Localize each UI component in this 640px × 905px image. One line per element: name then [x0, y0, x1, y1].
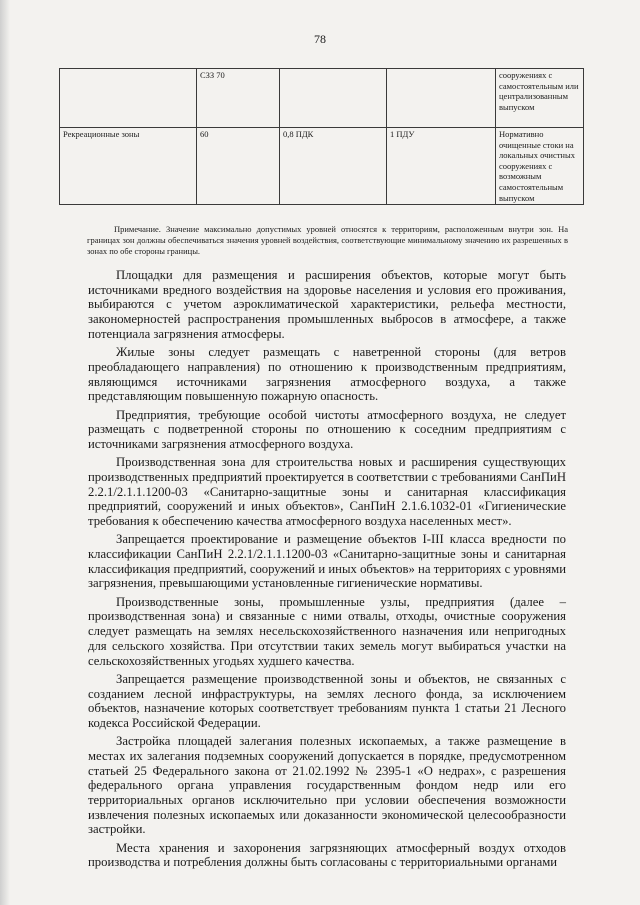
paragraph: Предприятия, требующие особой чистоты атмосферного воздуха, не следует размещать с подветренной стороны по отношению к соседним предприятиям с источниками загрязнения атмосферного воздуха. — [88, 407, 566, 451]
table-note: Примечание. Значение максимально допустимых уровней относятся к территориям, расположенным внутри зон. На границах зон должны обеспечиваться значения уровней воздействия, соответствующие минимальному значению их разрешенных в зонах по обе стороны границы. — [87, 224, 568, 256]
distance-cell: 60 — [197, 128, 280, 205]
paragraph: Жилые зоны следует размещать с наветренной стороны (для ветров преобладающего направления) по отношению к производственным предприятиям, являющимся источниками загрязнения атмосферного воздуха, а также представляющим повышенную пожарную опасность. — [88, 345, 566, 404]
zone-cell: Рекреационные зоны — [60, 128, 197, 205]
paragraph: Запрещается проектирование и размещение объектов I-III класса вредности по классификации СанПиН 2.2.1/2.1.1.1200-03 «Санитарно-защитные зоны и санитарная классификация предприятий, сооружений и иных объектов» на территориях с уровнями загрязнения, превышающими установленные гигиенические нормативы. — [88, 532, 566, 591]
air-cell: 0,8 ПДК — [280, 128, 387, 205]
table-row — [60, 69, 584, 128]
table-row — [60, 128, 584, 205]
paragraph: Запрещается размещение производственной зоны и объектов, не связанных с созданием лесной инфраструктуры, на землях лесного фонда, за исключением объектов, назначение которых соответствует требованиям пункта 1 статьи 21 Лесного кодекса Российской Федерации. — [88, 671, 566, 730]
paragraph: Застройка площадей залегания полезных ископаемых, а также размещение в местах их залегания подземных сооружений допускается в порядке, предусмотренном статьей 25 Федерального закона от 21.02.1992 № 2395-1 «О недрах», с разрешения федерального органа управления государственным фондом недр или его территориальных органов исключительно при условии обеспечения возможности извлечения полезных ископаемых или доказанности экономической целесообразности застройки. — [88, 734, 566, 837]
paragraph: Площадки для размещения и расширения объектов, которые могут быть источниками вредного воздействия на здоровье населения и условия его проживания, выбираются с учетом аэроклиматической характеристики, рельефа местности, закономерностей распространения промышленных выбросов в атмосфере, а также потенциала загрязнения атмосферы. — [88, 268, 566, 341]
noise-cell: 1 ПДУ — [387, 128, 496, 205]
paragraph: Места хранения и захоронения загрязняющих атмосферный воздух отходов производства и потребления должны быть согласованы с территориальными органами — [88, 840, 566, 870]
noise-cell — [387, 69, 496, 128]
distance-cell: СЗЗ 70 — [197, 69, 280, 128]
paragraph: Производственная зона для строительства новых и расширения существующих производственных предприятий проектируется в соответствии с требованиями СанПиН 2.2.1/2.1.1.1200-03 «Санитарно-защитные зоны и санитарная классификация предприятий, сооружений и иных объектов», СанПиН 2.1.6.1032-01 «Гигиенические требования к обеспечению качества атмосферного воздуха населенных мест». — [88, 455, 566, 529]
scan-edge-shadow — [0, 0, 10, 905]
paragraph: Производственные зоны, промышленные узлы, предприятия (далее – производственная зона) и связанные с ними отвалы, отходы, очистные сооружения следует размещать на землях несельскохозяйственного назначения или непригодных для сельского хозяйства. При отсутствии таких земель могут выбираться участки на сельскохозяйственных угодьях худшего качества. — [88, 594, 566, 668]
page-number: 78 — [314, 32, 326, 46]
water-cell: Нормативно очищенные стоки на локальных очистных сооружениях с возможным самостоятельным выпуском — [496, 128, 584, 205]
water-cell: сооружениях с самостоятельным или централизованным выпуском — [496, 69, 584, 128]
zones-table — [59, 68, 584, 205]
body-text — [88, 268, 566, 874]
air-cell — [280, 69, 387, 128]
zone-cell — [60, 69, 197, 128]
